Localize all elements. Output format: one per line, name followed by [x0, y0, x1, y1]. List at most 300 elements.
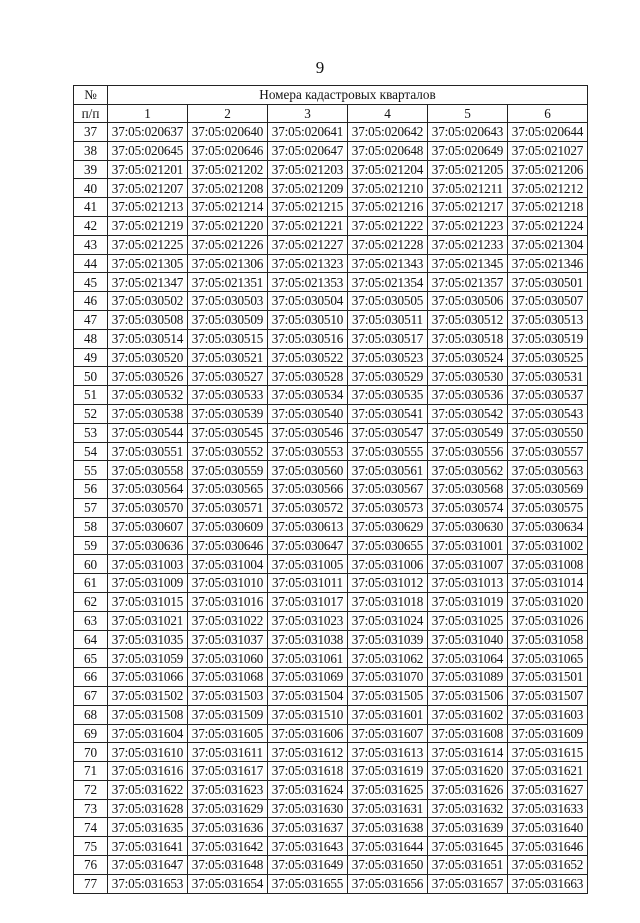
- cadastral-number-cell: 37:05:031038: [268, 630, 348, 649]
- cadastral-number-cell: 37:05:030532: [108, 386, 188, 405]
- cadastral-number-cell: 37:05:031062: [348, 649, 428, 668]
- cadastral-number-cell: 37:05:031068: [188, 668, 268, 687]
- row-number: 42: [74, 216, 108, 235]
- cadastral-number-cell: 37:05:031009: [108, 574, 188, 593]
- cadastral-number-cell: 37:05:030520: [108, 348, 188, 367]
- row-number: 39: [74, 160, 108, 179]
- cadastral-number-cell: 37:05:031643: [268, 837, 348, 856]
- cadastral-number-cell: 37:05:031002: [508, 536, 588, 555]
- cadastral-number-cell: 37:05:021212: [508, 179, 588, 198]
- table-row: [74, 780, 588, 799]
- cadastral-number-cell: 37:05:031510: [268, 705, 348, 724]
- cadastral-number-cell: 37:05:031615: [508, 743, 588, 762]
- row-number: 62: [74, 592, 108, 611]
- cadastral-number-cell: 37:05:030519: [508, 329, 588, 348]
- cadastral-number-cell: 37:05:030574: [428, 498, 508, 517]
- cadastral-number-cell: 37:05:031646: [508, 837, 588, 856]
- cadastral-number-cell: 37:05:031609: [508, 724, 588, 743]
- cadastral-number-cell: 37:05:031629: [188, 799, 268, 818]
- cadastral-number-cell: 37:05:031066: [108, 668, 188, 687]
- cadastral-number-cell: 37:05:031504: [268, 686, 348, 705]
- cadastral-number-cell: 37:05:031004: [188, 555, 268, 574]
- row-number: 75: [74, 837, 108, 856]
- cadastral-number-cell: 37:05:030607: [108, 517, 188, 536]
- cadastral-number-cell: 37:05:031606: [268, 724, 348, 743]
- row-number: 50: [74, 367, 108, 386]
- cadastral-number-cell: 37:05:020640: [188, 123, 268, 142]
- table-row: [74, 254, 588, 273]
- cadastral-number-cell: 37:05:030508: [108, 310, 188, 329]
- row-number: 51: [74, 386, 108, 405]
- cadastral-number-cell: 37:05:021220: [188, 216, 268, 235]
- cadastral-number-cell: 37:05:030503: [188, 292, 268, 311]
- row-number: 47: [74, 310, 108, 329]
- row-number: 54: [74, 442, 108, 461]
- cadastral-number-cell: 37:05:031618: [268, 762, 348, 781]
- cadastral-number-cell: 37:05:031642: [188, 837, 268, 856]
- cadastral-number-cell: 37:05:020648: [348, 141, 428, 160]
- cadastral-number-cell: 37:05:031506: [428, 686, 508, 705]
- row-number: 64: [74, 630, 108, 649]
- cadastral-number-cell: 37:05:021233: [428, 235, 508, 254]
- column-header: 2: [188, 105, 268, 123]
- row-number: 38: [74, 141, 108, 160]
- cadastral-number-cell: 37:05:030502: [108, 292, 188, 311]
- cadastral-number-cell: 37:05:020637: [108, 123, 188, 142]
- table-row: [74, 743, 588, 762]
- table-row: [74, 724, 588, 743]
- row-number: 45: [74, 273, 108, 292]
- cadastral-number-cell: 37:05:030568: [428, 480, 508, 499]
- cadastral-number-cell: 37:05:031025: [428, 611, 508, 630]
- cadastral-number-cell: 37:05:020646: [188, 141, 268, 160]
- cadastral-number-cell: 37:05:031059: [108, 649, 188, 668]
- row-number: 46: [74, 292, 108, 311]
- row-number: 72: [74, 780, 108, 799]
- row-number: 52: [74, 404, 108, 423]
- row-number: 67: [74, 686, 108, 705]
- cadastral-number-cell: 37:05:031015: [108, 592, 188, 611]
- cadastral-number-cell: 37:05:030556: [428, 442, 508, 461]
- column-header: 5: [428, 105, 508, 123]
- cadastral-number-cell: 37:05:031011: [268, 574, 348, 593]
- cadastral-number-cell: 37:05:031644: [348, 837, 428, 856]
- cadastral-number-cell: 37:05:030575: [508, 498, 588, 517]
- cadastral-number-cell: 37:05:031061: [268, 649, 348, 668]
- cadastral-number-cell: 37:05:030609: [188, 517, 268, 536]
- cadastral-number-cell: 37:05:030530: [428, 367, 508, 386]
- cadastral-number-cell: 37:05:031014: [508, 574, 588, 593]
- table-row: [74, 574, 588, 593]
- cadastral-number-cell: 37:05:021347: [108, 273, 188, 292]
- column-header: 4: [348, 105, 428, 123]
- num-header-bottom: п/п: [74, 105, 108, 123]
- table-row: [74, 649, 588, 668]
- cadastral-number-cell: 37:05:030506: [428, 292, 508, 311]
- cadastral-number-cell: 37:05:031605: [188, 724, 268, 743]
- cadastral-number-cell: 37:05:030634: [508, 517, 588, 536]
- row-number: 43: [74, 235, 108, 254]
- table-row: [74, 668, 588, 687]
- cadastral-number-cell: 37:05:030547: [348, 423, 428, 442]
- table-row: [74, 329, 588, 348]
- table-row: [74, 856, 588, 875]
- cadastral-number-cell: 37:05:031058: [508, 630, 588, 649]
- row-number: 77: [74, 874, 108, 893]
- cadastral-number-cell: 37:05:031614: [428, 743, 508, 762]
- cadastral-number-cell: 37:05:031603: [508, 705, 588, 724]
- table-row: [74, 442, 588, 461]
- table-row: [74, 123, 588, 142]
- cadastral-number-cell: 37:05:021213: [108, 198, 188, 217]
- table-row: [74, 292, 588, 311]
- cadastral-number-cell: 37:05:020641: [268, 123, 348, 142]
- cadastral-number-cell: 37:05:021203: [268, 160, 348, 179]
- page-number: 9: [315, 58, 325, 77]
- row-number: 59: [74, 536, 108, 555]
- row-number: 40: [74, 179, 108, 198]
- row-number: 65: [74, 649, 108, 668]
- cadastral-number-cell: 37:05:031655: [268, 874, 348, 893]
- table-row: [74, 273, 588, 292]
- row-number: 37: [74, 123, 108, 142]
- cadastral-number-cell: 37:05:031018: [348, 592, 428, 611]
- num-header-top: №: [74, 86, 108, 105]
- row-number: 74: [74, 818, 108, 837]
- cadastral-number-cell: 37:05:020645: [108, 141, 188, 160]
- table-row: [74, 386, 588, 405]
- cadastral-number-cell: 37:05:030565: [188, 480, 268, 499]
- cadastral-number-cell: 37:05:031623: [188, 780, 268, 799]
- cadastral-number-cell: 37:05:030537: [508, 386, 588, 405]
- row-number: 44: [74, 254, 108, 273]
- cadastral-number-cell: 37:05:030560: [268, 461, 348, 480]
- table-row: [74, 686, 588, 705]
- cadastral-number-cell: 37:05:030567: [348, 480, 428, 499]
- cadastral-number-cell: 37:05:031656: [348, 874, 428, 893]
- cadastral-number-cell: 37:05:030558: [108, 461, 188, 480]
- cadastral-number-cell: 37:05:031039: [348, 630, 428, 649]
- cadastral-number-cell: 37:05:030540: [268, 404, 348, 423]
- cadastral-number-cell: 37:05:031650: [348, 856, 428, 875]
- cadastral-number-cell: 37:05:030562: [428, 461, 508, 480]
- table-row: [74, 179, 588, 198]
- table-row: [74, 367, 588, 386]
- cadastral-number-cell: 37:05:031626: [428, 780, 508, 799]
- cadastral-number-cell: 37:05:021228: [348, 235, 428, 254]
- cadastral-number-cell: 37:05:021345: [428, 254, 508, 273]
- cadastral-number-cell: 37:05:031010: [188, 574, 268, 593]
- cadastral-number-cell: 37:05:031503: [188, 686, 268, 705]
- cadastral-number-cell: 37:05:021353: [268, 273, 348, 292]
- cadastral-number-cell: 37:05:031602: [428, 705, 508, 724]
- cadastral-number-cell: 37:05:030527: [188, 367, 268, 386]
- table-row: [74, 235, 588, 254]
- cadastral-number-cell: 37:05:031021: [108, 611, 188, 630]
- cadastral-number-cell: 37:05:030510: [268, 310, 348, 329]
- cadastral-number-cell: 37:05:030647: [268, 536, 348, 555]
- cadastral-number-cell: 37:05:031657: [428, 874, 508, 893]
- row-number: 56: [74, 480, 108, 499]
- cadastral-number-cell: 37:05:031610: [108, 743, 188, 762]
- cadastral-number-cell: 37:05:030523: [348, 348, 428, 367]
- table-row: [74, 461, 588, 480]
- cadastral-number-cell: 37:05:030507: [508, 292, 588, 311]
- cadastral-number-cell: 37:05:021218: [508, 198, 588, 217]
- cadastral-number-cell: 37:05:030543: [508, 404, 588, 423]
- cadastral-number-cell: 37:05:021222: [348, 216, 428, 235]
- table-row: [74, 536, 588, 555]
- cadastral-number-cell: 37:05:031089: [428, 668, 508, 687]
- cadastral-number-cell: 37:05:030570: [108, 498, 188, 517]
- cadastral-number-cell: 37:05:031619: [348, 762, 428, 781]
- cadastral-number-cell: 37:05:031017: [268, 592, 348, 611]
- cadastral-number-cell: 37:05:030655: [348, 536, 428, 555]
- table-row: [74, 799, 588, 818]
- row-number: 70: [74, 743, 108, 762]
- cadastral-number-cell: 37:05:030524: [428, 348, 508, 367]
- cadastral-number-cell: 37:05:031654: [188, 874, 268, 893]
- cadastral-number-cell: 37:05:031008: [508, 555, 588, 574]
- table-row: [74, 762, 588, 781]
- cadastral-number-cell: 37:05:031601: [348, 705, 428, 724]
- cadastral-number-cell: 37:05:031005: [268, 555, 348, 574]
- cadastral-number-cell: 37:05:031035: [108, 630, 188, 649]
- row-number: 49: [74, 348, 108, 367]
- cadastral-number-cell: 37:05:021227: [268, 235, 348, 254]
- cadastral-number-cell: 37:05:030533: [188, 386, 268, 405]
- row-number: 76: [74, 856, 108, 875]
- cadastral-number-cell: 37:05:030539: [188, 404, 268, 423]
- cadastral-number-cell: 37:05:030525: [508, 348, 588, 367]
- cadastral-number-cell: 37:05:030546: [268, 423, 348, 442]
- cadastral-number-cell: 37:05:030504: [268, 292, 348, 311]
- cadastral-number-cell: 37:05:031505: [348, 686, 428, 705]
- row-number: 73: [74, 799, 108, 818]
- cadastral-number-cell: 37:05:031502: [108, 686, 188, 705]
- cadastral-number-cell: 37:05:030536: [428, 386, 508, 405]
- cadastral-number-cell: 37:05:030538: [108, 404, 188, 423]
- table-row: [74, 592, 588, 611]
- table-row: [74, 705, 588, 724]
- cadastral-number-cell: 37:05:021210: [348, 179, 428, 198]
- cadastral-number-cell: 37:05:030566: [268, 480, 348, 499]
- cadastral-number-cell: 37:05:031070: [348, 668, 428, 687]
- table-row: [74, 423, 588, 442]
- cadastral-number-cell: 37:05:030630: [428, 517, 508, 536]
- cadastral-number-cell: 37:05:021357: [428, 273, 508, 292]
- cadastral-number-cell: 37:05:031651: [428, 856, 508, 875]
- cadastral-number-cell: 37:05:031501: [508, 668, 588, 687]
- table-body: [74, 123, 588, 894]
- cadastral-number-cell: 37:05:021207: [108, 179, 188, 198]
- cadastral-number-cell: 37:05:030544: [108, 423, 188, 442]
- cadastral-number-cell: 37:05:021211: [428, 179, 508, 198]
- row-number: 41: [74, 198, 108, 217]
- cadastral-number-cell: 37:05:031633: [508, 799, 588, 818]
- cadastral-number-cell: 37:05:031648: [188, 856, 268, 875]
- cadastral-number-cell: 37:05:031637: [268, 818, 348, 837]
- table-row: [74, 818, 588, 837]
- cadastral-number-cell: 37:05:030522: [268, 348, 348, 367]
- cadastral-number-cell: 37:05:030518: [428, 329, 508, 348]
- cadastral-number-cell: 37:05:031040: [428, 630, 508, 649]
- group-header: Номера кадастровых кварталов: [108, 86, 588, 105]
- cadastral-number-cell: 37:05:030535: [348, 386, 428, 405]
- cadastral-number-cell: 37:05:031631: [348, 799, 428, 818]
- cadastral-number-cell: 37:05:030629: [348, 517, 428, 536]
- cadastral-number-cell: 37:05:031024: [348, 611, 428, 630]
- cadastral-number-cell: 37:05:030534: [268, 386, 348, 405]
- cadastral-number-cell: 37:05:020649: [428, 141, 508, 160]
- column-header: 1: [108, 105, 188, 123]
- cadastral-number-cell: 37:05:031604: [108, 724, 188, 743]
- cadastral-number-cell: 37:05:021226: [188, 235, 268, 254]
- cadastral-number-cell: 37:05:030514: [108, 329, 188, 348]
- cadastral-number-cell: 37:05:031621: [508, 762, 588, 781]
- cadastral-number-cell: 37:05:031616: [108, 762, 188, 781]
- cadastral-number-cell: 37:05:030561: [348, 461, 428, 480]
- row-number: 53: [74, 423, 108, 442]
- cadastral-number-cell: 37:05:031630: [268, 799, 348, 818]
- cadastral-number-cell: 37:05:021305: [108, 254, 188, 273]
- row-number: 66: [74, 668, 108, 687]
- cadastral-number-cell: 37:05:031645: [428, 837, 508, 856]
- cadastral-number-cell: 37:05:021221: [268, 216, 348, 235]
- cadastral-number-cell: 37:05:020647: [268, 141, 348, 160]
- cadastral-number-cell: 37:05:031023: [268, 611, 348, 630]
- cadastral-number-cell: 37:05:031607: [348, 724, 428, 743]
- cadastral-number-cell: 37:05:031026: [508, 611, 588, 630]
- cadastral-number-cell: 37:05:030529: [348, 367, 428, 386]
- cadastral-number-cell: 37:05:020644: [508, 123, 588, 142]
- cadastral-number-cell: 37:05:030521: [188, 348, 268, 367]
- cadastral-number-cell: 37:05:030551: [108, 442, 188, 461]
- cadastral-number-cell: 37:05:031620: [428, 762, 508, 781]
- cadastral-number-cell: 37:05:031638: [348, 818, 428, 837]
- cadastral-number-cell: 37:05:031639: [428, 818, 508, 837]
- cadastral-number-cell: 37:05:030511: [348, 310, 428, 329]
- row-number: 60: [74, 555, 108, 574]
- row-number: 58: [74, 517, 108, 536]
- cadastral-number-cell: 37:05:031509: [188, 705, 268, 724]
- cadastral-number-cell: 37:05:030572: [268, 498, 348, 517]
- cadastral-number-cell: 37:05:031006: [348, 555, 428, 574]
- cadastral-number-cell: 37:05:031013: [428, 574, 508, 593]
- table-row: [74, 611, 588, 630]
- cadastral-number-cell: 37:05:030553: [268, 442, 348, 461]
- column-header: 6: [508, 105, 588, 123]
- cadastral-number-cell: 37:05:030564: [108, 480, 188, 499]
- cadastral-number-cell: 37:05:021219: [108, 216, 188, 235]
- cadastral-number-cell: 37:05:031019: [428, 592, 508, 611]
- cadastral-number-cell: 37:05:021225: [108, 235, 188, 254]
- cadastral-number-cell: 37:05:031635: [108, 818, 188, 837]
- row-number: 69: [74, 724, 108, 743]
- cadastral-number-cell: 37:05:031001: [428, 536, 508, 555]
- cadastral-number-cell: 37:05:031507: [508, 686, 588, 705]
- cadastral-number-cell: 37:05:021027: [508, 141, 588, 160]
- cadastral-number-cell: 37:05:021223: [428, 216, 508, 235]
- cadastral-number-cell: 37:05:030541: [348, 404, 428, 423]
- cadastral-number-cell: 37:05:031613: [348, 743, 428, 762]
- table-row: [74, 498, 588, 517]
- table-row: [74, 160, 588, 179]
- cadastral-number-cell: 37:05:021215: [268, 198, 348, 217]
- cadastral-number-cell: 37:05:020643: [428, 123, 508, 142]
- cadastral-number-cell: 37:05:030505: [348, 292, 428, 311]
- cadastral-number-cell: 37:05:030515: [188, 329, 268, 348]
- cadastral-number-cell: 37:05:031641: [108, 837, 188, 856]
- table-row: [74, 517, 588, 536]
- cadastral-number-cell: 37:05:031628: [108, 799, 188, 818]
- cadastral-number-cell: 37:05:031647: [108, 856, 188, 875]
- cadastral-number-cell: 37:05:021206: [508, 160, 588, 179]
- cadastral-number-cell: 37:05:031608: [428, 724, 508, 743]
- cadastral-number-cell: 37:05:031624: [268, 780, 348, 799]
- cadastral-number-cell: 37:05:031016: [188, 592, 268, 611]
- cadastral-number-cell: 37:05:030613: [268, 517, 348, 536]
- cadastral-number-cell: 37:05:021205: [428, 160, 508, 179]
- cadastral-number-cell: 37:05:021306: [188, 254, 268, 273]
- table-row: [74, 555, 588, 574]
- cadastral-number-cell: 37:05:030512: [428, 310, 508, 329]
- cadastral-number-cell: 37:05:030571: [188, 498, 268, 517]
- table-row: [74, 216, 588, 235]
- cadastral-number-cell: 37:05:031652: [508, 856, 588, 875]
- cadastral-number-cell: 37:05:030501: [508, 273, 588, 292]
- cadastral-number-cell: 37:05:031617: [188, 762, 268, 781]
- cadastral-number-cell: 37:05:030549: [428, 423, 508, 442]
- cadastral-number-cell: 37:05:031064: [428, 649, 508, 668]
- table-row: [74, 837, 588, 856]
- cadastral-number-cell: 37:05:030555: [348, 442, 428, 461]
- table-row: [74, 630, 588, 649]
- cadastral-number-cell: 37:05:021351: [188, 273, 268, 292]
- cadastral-number-cell: 37:05:021346: [508, 254, 588, 273]
- cadastral-quarters-table: [73, 85, 588, 894]
- row-number: 55: [74, 461, 108, 480]
- cadastral-number-cell: 37:05:030513: [508, 310, 588, 329]
- row-number: 61: [74, 574, 108, 593]
- row-number: 57: [74, 498, 108, 517]
- cadastral-number-cell: 37:05:031508: [108, 705, 188, 724]
- cadastral-number-cell: 37:05:031636: [188, 818, 268, 837]
- cadastral-number-cell: 37:05:021304: [508, 235, 588, 254]
- table-row: [74, 404, 588, 423]
- cadastral-number-cell: 37:05:031007: [428, 555, 508, 574]
- cadastral-number-cell: 37:05:030542: [428, 404, 508, 423]
- cadastral-number-cell: 37:05:021201: [108, 160, 188, 179]
- cadastral-number-cell: 37:05:021214: [188, 198, 268, 217]
- cadastral-number-cell: 37:05:031627: [508, 780, 588, 799]
- cadastral-number-cell: 37:05:030526: [108, 367, 188, 386]
- cadastral-number-cell: 37:05:020642: [348, 123, 428, 142]
- cadastral-number-cell: 37:05:031022: [188, 611, 268, 630]
- cadastral-number-cell: 37:05:021202: [188, 160, 268, 179]
- table-row: [74, 480, 588, 499]
- cadastral-number-cell: 37:05:031069: [268, 668, 348, 687]
- cadastral-number-cell: 37:05:031003: [108, 555, 188, 574]
- table-row: [74, 874, 588, 893]
- table-row: [74, 141, 588, 160]
- cadastral-number-cell: 37:05:030552: [188, 442, 268, 461]
- cadastral-number-cell: 37:05:031640: [508, 818, 588, 837]
- cadastral-number-cell: 37:05:021209: [268, 179, 348, 198]
- cadastral-number-cell: 37:05:030531: [508, 367, 588, 386]
- cadastral-number-cell: 37:05:030545: [188, 423, 268, 442]
- row-number: 71: [74, 762, 108, 781]
